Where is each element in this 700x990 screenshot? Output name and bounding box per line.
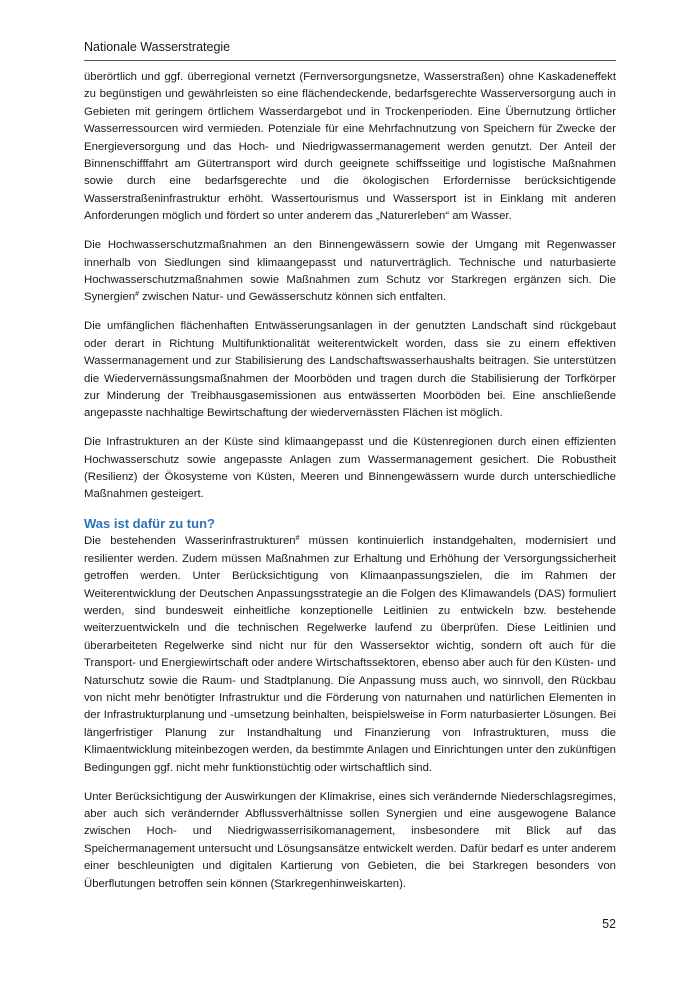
text-run: müssen kontinuierlich instandgehalten, modernisiert und resilienter werden. Zudem müssen Maßnahmen zur Erhaltung und Erhöhung der Versorgungssicherheit getroffen werden. Unter Berücksichtigung von Klimaanpassungszielen, die im Rahmen der Weiterentwicklung der Deutschen Anpassungsstrategie an die Folgen des Klimawandels (DAS) formuliert werden, sind bundesweit einheitliche konzeptionelle Leitlinien zu entwickeln bzw. bestehende weiterzuentwickeln und die technischen Regelwerke laufend zu überprüfen. Diese Leitlinien und überarbeiteten Regelwerke sind nicht nur für den Wassersektor wichtig, sondern oft auch für die Transport- und Energiewirtschaft oder andere Wirtschaftssektoren, ebenso aber auch für den Küsten- und Naturschutz sowie die Raum- und Stadtplanung. Die Anpassung muss auch, wo sinnvoll, den Rückbau von nicht mehr benötigter Infrastruktur und die Förderung von naturnahen und natürlichen Elementen in der Infrastrukturplanung und -umsetzung beinhalten, beispielsweise in Form naturbasierter Lösungen. Bei längerfristiger Planung zur Instandhaltung und Finanzierung von Infrastrukturen, muss die Klimaentwicklung miteinbezogen werden, da bestimmte Anlagen und Einrichtungen unter den zukünftigen Bedingungen ggf. nicht mehr funktionstüchtig oder wirtschaftlich sind. bbox=[84, 535, 616, 774]
paragraph-water-infrastructure bbox=[84, 533, 616, 777]
text-run: Die bestehenden Wasserinfrastrukturen bbox=[84, 535, 296, 548]
text-run: zwischen Natur- und Gewässerschutz können sich entfalten. bbox=[139, 291, 447, 304]
glossary-mark: # bbox=[295, 535, 300, 543]
header-divider bbox=[84, 60, 616, 61]
paragraph-water-supply: überörtlich und ggf. überregional vernetzt (Fernversorgungsnetze, Wasserstraßen) ohne Kaskadeneffekt zu begünstigen und gewährleisten so eine flächendeckende, bedarfsgerechte Wasserversorgung auch in Gebieten mit geringem örtlichem Wasserdargebot und in Trockenperioden. Eine Übernutzung örtlicher Wasserressourcen wird vermieden. Potenziale für eine Mehrfachnutzung von Speichern für Zwecke der Energieversorgung und das Hoch- und Niedrigwassermanagement werden genutzt. Der Anteil der Binnenschifffahrt am Gütertransport wird durch geeignete schiffsseitige und logistische Maßnahmen sowie durch eine bedarfsgerechte und die ökologischen Erfordernisse berücksichtigende Wasserstraßeninfrastruktur erhöht. Wassertourismus und Wassersport ist in Einklang mit anderen Anforderungen möglich und fördert so unter anderem das „Naturerleben“ am Wasser. bbox=[84, 71, 616, 223]
paragraph-coastal-infrastructure: Die Infrastrukturen an der Küste sind klimaangepasst und die Küstenregionen durch einen effizienten Hochwasserschutz sowie angepasste Anlagen zum Wassermanagement gesichert. Die Robustheit (Resilienz) der Ökosysteme von Küsten, Meeren und Binnengewässern wurde durch unterschiedliche Maßnahmen gesteigert. bbox=[84, 436, 616, 501]
text-run: Die Hochwasserschutzmaßnahmen an den Binnengewässern sowie der Umgang mit Regenwasser innerhalb von Siedlungen sind klimaangepasst und naturverträglich. Technische und naturbasierte Hochwasserschutzmaßnahmen sowie Maßnahmen zum Schutz vor Starkregen ergänzen sich. Die Synergien bbox=[84, 239, 616, 304]
page-body bbox=[84, 69, 616, 904]
running-header: Nationale Wasserstrategie bbox=[84, 40, 231, 54]
page-number: 52 bbox=[602, 917, 616, 931]
section-heading: Was ist dafür zu tun? bbox=[84, 516, 215, 532]
paragraph-climate-crisis: Unter Berücksichtigung der Auswirkungen der Klimakrise, eines sich verändernde Niederschlagsregimes, aber auch sich verändernder Abflussverhältnisse sollen Synergien und eine ausgewogene Balance zwischen Hoch- und Niedrigwasserrisikomanagement, insbesondere mit Blick auf das Speichermanagement untersucht und Lösungsansätze entwickelt werden. Dafür bedarf es unter anderem einer beschleunigten und digitalen Kartierung von Gebieten, die bei Starkregen besonders von Überflutungen betroffen sein können (Starkregenhinweiskarten). bbox=[84, 790, 616, 890]
paragraph-drainage: Die umfänglichen flächenhaften Entwässerungsanlagen in der genutzten Landschaft sind rückgebaut oder derart in Richtung Multifunktionalität weiterentwickelt worden, dass sie zu einem effektiven Wassermanagement und zur Stabilisierung des Landschaftswasserhaushalts beitragen. Sie unterstützen die Wiedervernässungsmaßnahmen der Moorböden und tragen durch die Stabilisierung der Torfkörper zur Minderung der Treibhausgasemissionen aus entwässerten Moorböden bei. Eine anschließende angepasste nachhaltige Bewirtschaftung der wiedervernässten Flächen ist möglich. bbox=[84, 320, 616, 420]
paragraph-flood-protection bbox=[84, 237, 616, 307]
glossary-mark: # bbox=[135, 291, 139, 299]
